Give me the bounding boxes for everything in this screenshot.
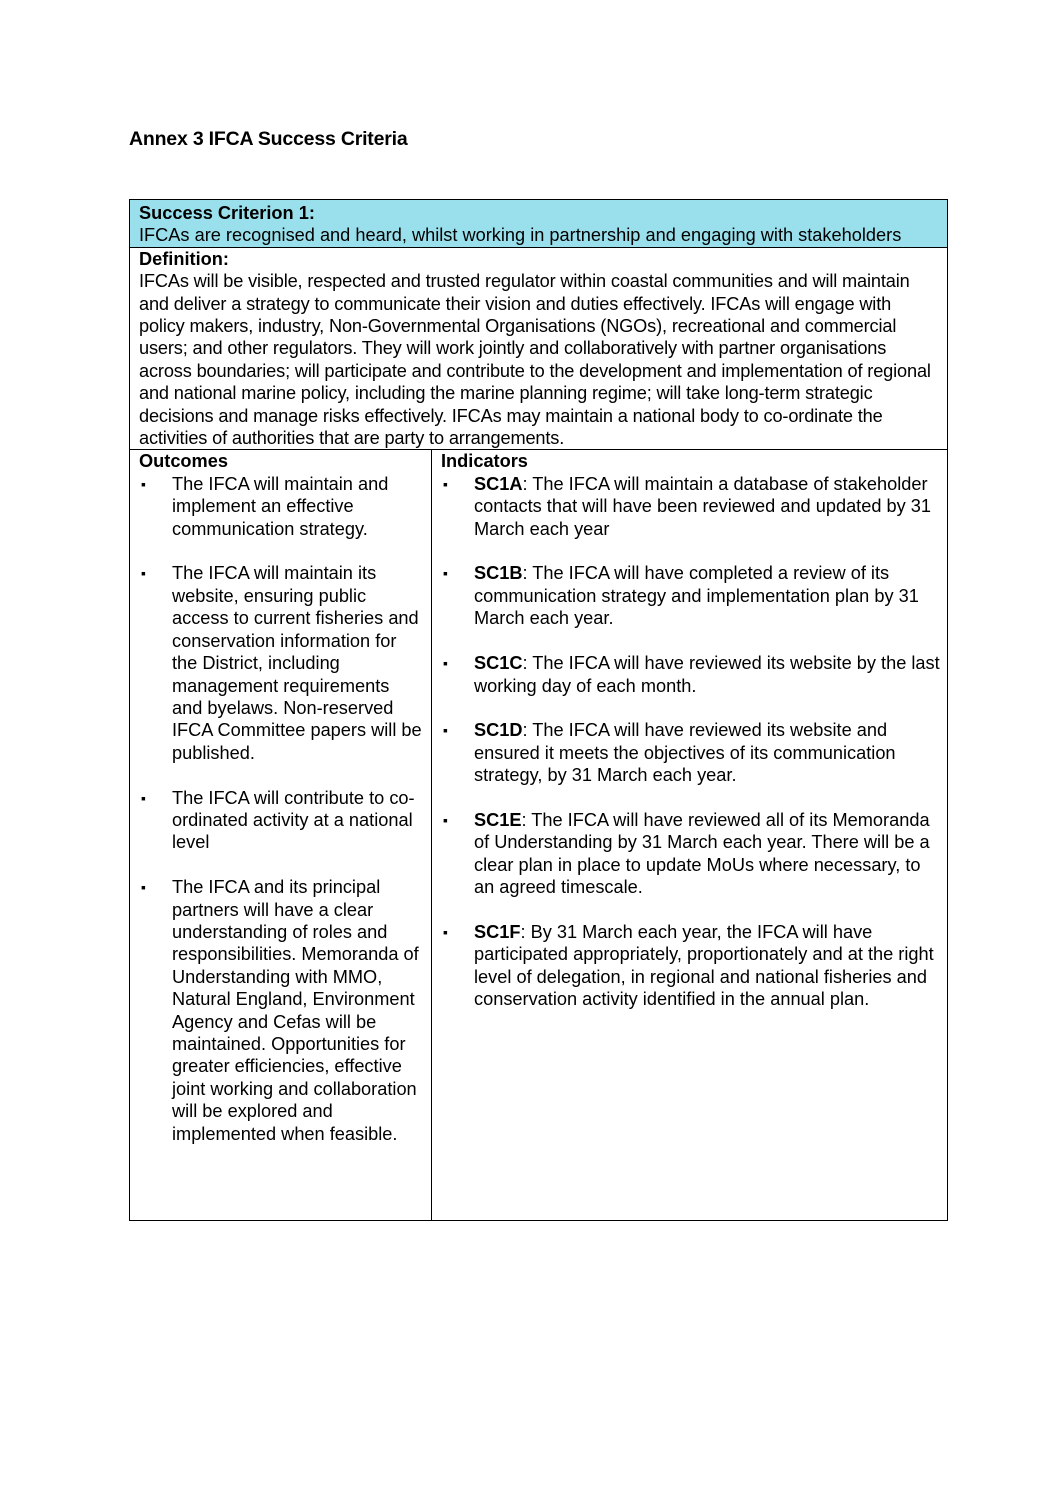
page-title: Annex 3 IFCA Success Criteria — [129, 128, 408, 150]
criterion-statement: IFCAs are recognised and heard, whilst working in partnership and engaging with stakeholders — [139, 225, 902, 246]
definition-heading: Definition: — [139, 248, 229, 269]
outcome-item — [139, 787, 424, 854]
indicator-text: : The IFCA will have completed a review of its communication strategy and implementation plan by 31 March each year. — [474, 563, 919, 629]
bullet-icon: ▪ — [443, 565, 448, 582]
indicator-item — [441, 562, 940, 629]
definition-cell — [130, 247, 948, 450]
outcome-item — [139, 473, 424, 540]
outcome-text: The IFCA will contribute to co-ordinated activity at a national level — [172, 787, 415, 853]
outcome-text: The IFCA and its principal partners will have a clear understanding of roles and responsibilities. Memoranda of Understanding with MMO, Natural England, Environment Agency and Cefas will be maintained. Opportunities for greater efficiencies, effective joint working and collaboration will be explored and implemented when feasible. — [172, 877, 419, 1144]
bullet-icon: ▪ — [141, 879, 146, 896]
indicator-text: : By 31 March each year, the IFCA will have participated appropriately, proportionately and at the right level of delegation, in regional and national fisheries and conservation activity identified in the annual plan. — [474, 921, 934, 1010]
indicators-list — [441, 473, 940, 1011]
bullet-icon: ▪ — [443, 811, 448, 828]
bullet-icon: ▪ — [443, 475, 448, 492]
outcomes-heading: Outcomes — [139, 451, 228, 472]
indicator-text: : The IFCA will have reviewed its website and ensured it meets the objectives of its communication strategy, by 31 March each year. — [474, 720, 896, 786]
indicator-code: SC1C — [474, 653, 523, 674]
outcome-text: The IFCA will maintain its website, ensuring public access to current fisheries and conservation information for the District, including management requirements and byelaws. Non-reserved IFCA Committee papers will be published. — [172, 563, 422, 763]
criterion-header-cell — [130, 200, 948, 248]
indicator-item — [441, 652, 940, 697]
success-criteria-table — [129, 199, 948, 1221]
outcome-item — [139, 562, 424, 764]
outcomes-cell — [130, 450, 432, 1221]
indicators-cell — [432, 450, 948, 1221]
indicator-item — [441, 921, 940, 1011]
definition-text: IFCAs will be visible, respected and trusted regulator within coastal communities and will maintain and deliver a strategy to communicate their vision and duties effectively. IFCAs will engage with policy makers, industry, Non-Governmental Organisations (NGOs), recreational and commercial users; and other regulators. They will work jointly and collaboratively with partner organisations across boundaries; will participate and contribute to the development and implementation of regional and national marine policy, including the marine planning regime; will take long-term strategic decisions and manage risks effectively. IFCAs may maintain a national body to co-ordinate the activities of authorities that are party to arrangements. — [139, 271, 931, 449]
indicators-heading: Indicators — [441, 451, 528, 472]
indicator-text: : The IFCA will have reviewed its website by the last working day of each month. — [474, 653, 940, 696]
criterion-heading: Success Criterion 1: — [139, 203, 315, 223]
indicator-text: : The IFCA will maintain a database of stakeholder contacts that will have been reviewed and updated by 31 March each year — [474, 473, 932, 539]
indicator-item — [441, 473, 940, 540]
indicator-item — [441, 719, 940, 786]
indicator-code: SC1F — [474, 921, 521, 942]
outcome-text: The IFCA will maintain and implement an effective communication strategy. — [172, 473, 389, 539]
bullet-icon: ▪ — [443, 722, 448, 739]
bullet-icon: ▪ — [141, 565, 146, 582]
indicator-code: SC1D — [474, 720, 523, 741]
indicator-code: SC1B — [474, 563, 523, 584]
indicator-code: SC1E — [474, 809, 522, 830]
outcome-item — [139, 876, 424, 1145]
indicator-code: SC1A — [474, 473, 523, 494]
indicator-item — [441, 809, 940, 899]
outcomes-list — [139, 473, 424, 1145]
bullet-icon: ▪ — [443, 923, 448, 940]
indicator-text: : The IFCA will have reviewed all of its Memoranda of Understanding by 31 March each year. There will be a clear plan in place to update MoUs where necessary, to an agreed timescale. — [474, 809, 930, 898]
bullet-icon: ▪ — [141, 789, 146, 806]
bullet-icon: ▪ — [141, 475, 146, 492]
bullet-icon: ▪ — [443, 655, 448, 672]
